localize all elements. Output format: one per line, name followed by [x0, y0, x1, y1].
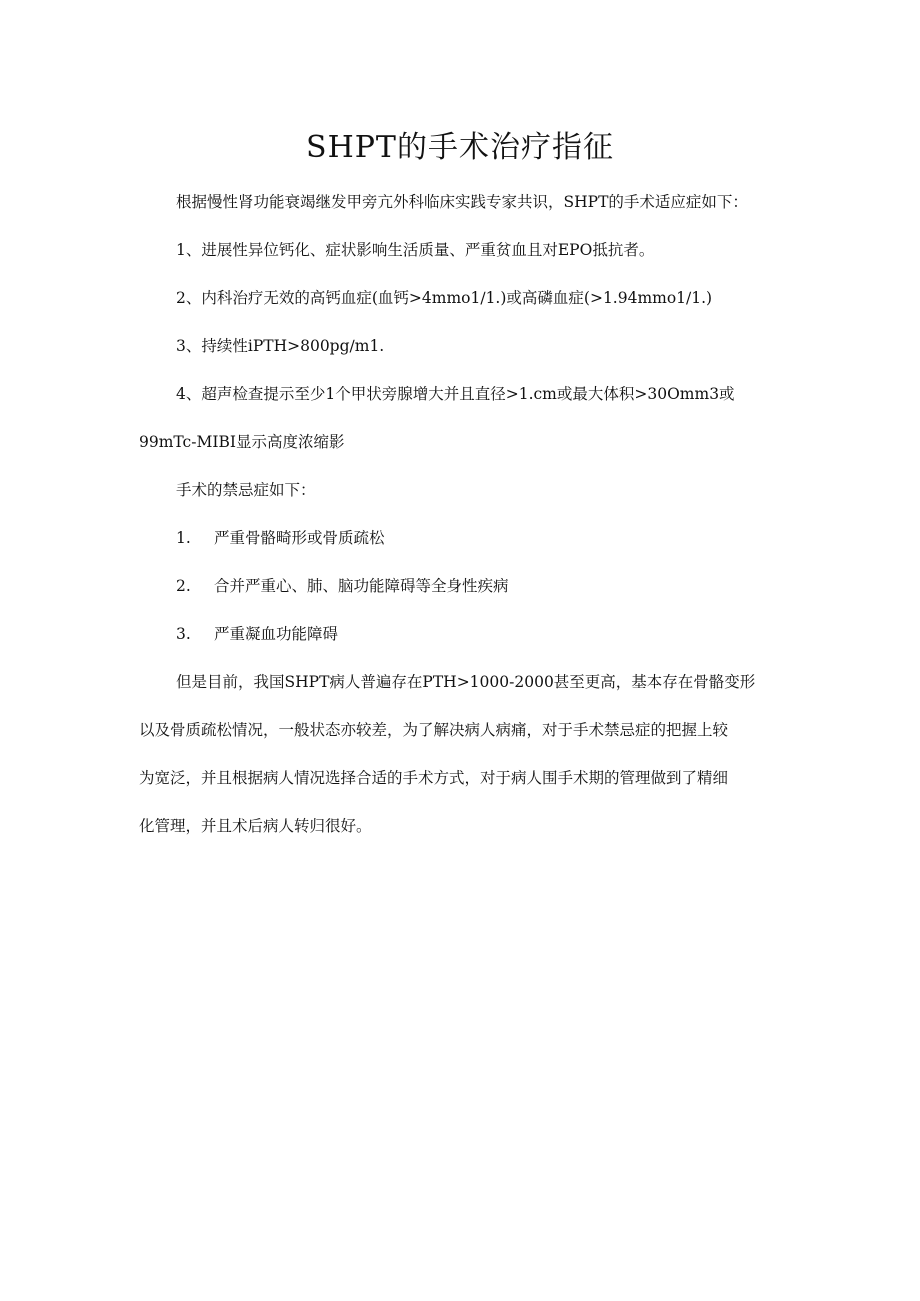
page-title: SHPT的手术治疗指征 — [306, 130, 614, 165]
indication-item-4-continued: 99mTc-MIBI显示高度浓缩影 — [139, 433, 345, 451]
indication-item-1: 1、进展性异位钙化、症状影响生活质量、严重贫血且对EPO抵抗者。 — [176, 241, 655, 259]
indication-item-3: 3、持续性iPTH>800pg∕m1. — [176, 337, 385, 355]
indication-item-4: 4、超声检查提示至少1个甲状旁腺增大并且直径>1.cm或最大体积>30Omm3或 — [176, 385, 735, 403]
list-text: 合并严重心、肺、脑功能障碍等全身性疾病 — [214, 577, 509, 595]
list-number: 3. — [176, 625, 191, 643]
closing-paragraph-line-4: 化管理，并且术后病人转归很好。 — [139, 817, 372, 835]
closing-paragraph-line-2: 以及骨质疏松情况，一般状态亦较差，为了解决病人病痛，对于手术禁忌症的把握上较 — [139, 721, 729, 739]
list-text: 严重骨骼畸形或骨质疏松 — [214, 529, 385, 547]
contraindication-item-1 — [176, 526, 385, 550]
contraindication-heading: 手术的禁忌症如下： — [176, 481, 316, 499]
contraindication-item-2 — [176, 574, 509, 598]
indication-item-2: 2、内科治疗无效的高钙血症(血钙>4mmo1∕1.)或高磷血症(>1.94mmo1∕1.) — [176, 289, 713, 307]
list-number: 2. — [176, 577, 191, 595]
closing-paragraph-line-3: 为宽泛，并且根据病人情况选择合适的手术方式，对于病人围手术期的管理做到了精细 — [139, 769, 729, 787]
intro-paragraph: 根据慢性肾功能衰竭继发甲旁亢外科临床实践专家共识，SHPT的手术适应症如下： — [176, 193, 748, 211]
closing-paragraph-line-1: 但是目前，我国SHPT病人普遍存在PTH>1000-2000甚至更高，基本存在骨骼变形 — [176, 673, 756, 691]
list-text: 严重凝血功能障碍 — [214, 625, 339, 643]
contraindication-item-3 — [176, 622, 338, 646]
list-number: 1. — [176, 529, 191, 547]
